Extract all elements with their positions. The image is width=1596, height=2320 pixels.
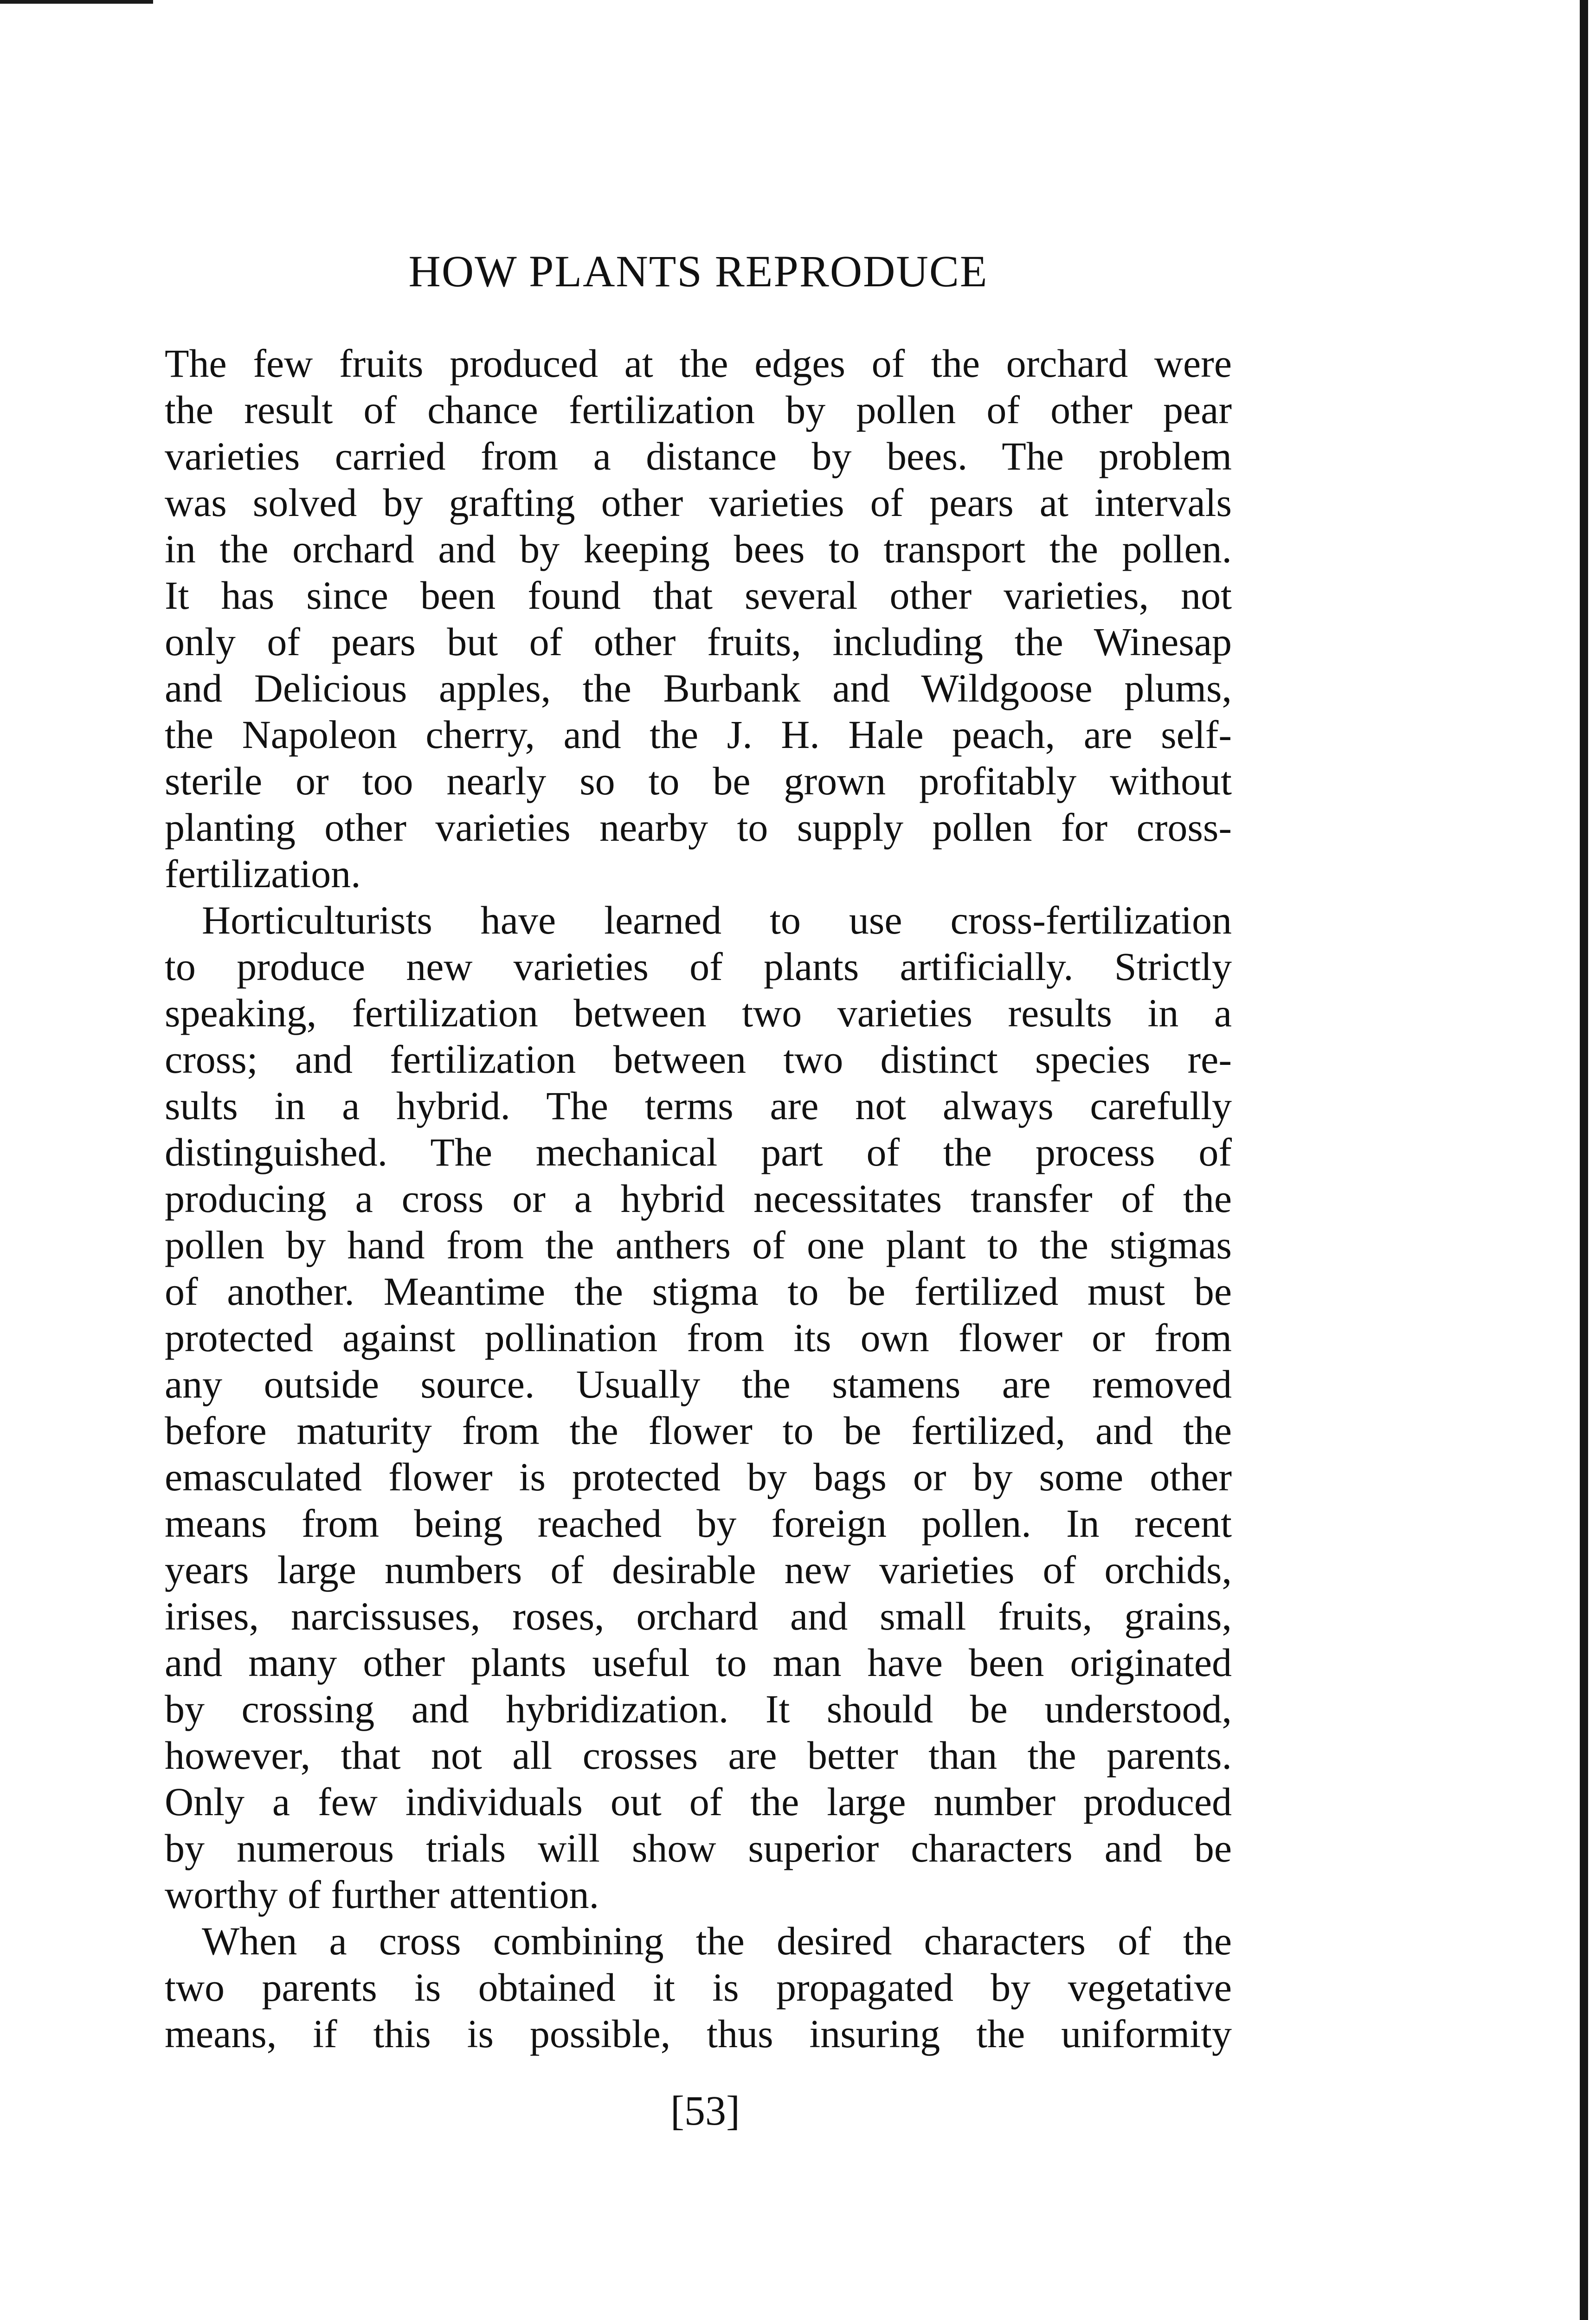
page-edge-shadow (1580, 0, 1588, 2320)
text-line: the result of chance fertilization by pollen of other pear (165, 387, 1232, 432)
text-line: any outside source. Usually the stamens are removed (165, 1362, 1232, 1406)
text-line: worthy of further attention. (165, 1872, 599, 1917)
text-line: of another. Meantime the stigma to be fertilized must be (165, 1269, 1232, 1314)
text-line: means from being reached by foreign pollen. In recent (165, 1501, 1232, 1546)
text-line: means, if this is possible, thus insuring the uniformity (165, 2011, 1232, 2056)
text-line: by numerous trials will show superior characters and be (165, 1826, 1232, 1870)
text-line: speaking, fertilization between two varieties results in a (165, 991, 1232, 1035)
text-line: The few fruits produced at the edges of the orchard were (165, 341, 1232, 386)
page-number: [53] (670, 2088, 740, 2134)
text-line: and many other plants useful to man have been originated (165, 1640, 1232, 1685)
text-line: emasculated flower is protected by bags or by some other (165, 1455, 1232, 1499)
text-line: the Napoleon cherry, and the J. H. Hale peach, are self- (165, 712, 1232, 757)
text-line: irises, narcissuses, roses, orchard and small fruits, grains, (165, 1594, 1232, 1638)
text-line: When a cross combining the desired characters of the (202, 1919, 1232, 1963)
text-line: distinguished. The mechanical part of the process of (165, 1130, 1232, 1174)
text-line: in the orchard and by keeping bees to transport the pollen. (165, 527, 1232, 571)
running-head: HOW PLANTS REPRODUCE (408, 246, 988, 296)
text-line: and Delicious apples, the Burbank and Wildgoose plums, (165, 666, 1232, 710)
text-line: to produce new varieties of plants artificially. Strictly (165, 944, 1232, 989)
text-line: varieties carried from a distance by bees. The problem (165, 434, 1232, 478)
text-line: producing a cross or a hybrid necessitates transfer of the (165, 1176, 1232, 1221)
text-line: however, that not all crosses are better than the parents. (165, 1733, 1232, 1778)
text-line: fertilization. (165, 851, 361, 896)
text-line: two parents is obtained it is propagated by vegetative (165, 1965, 1232, 2010)
text-line: only of pears but of other fruits, including the Winesap (165, 619, 1232, 664)
top-edge-rule (0, 0, 153, 4)
text-line: It has since been found that several other varieties, not (165, 573, 1232, 618)
text-line: protected against pollination from its own flower or from (165, 1315, 1232, 1360)
text-line: pollen by hand from the anthers of one plant to the stigmas (165, 1223, 1232, 1267)
text-line: before maturity from the flower to be fertilized, and the (165, 1408, 1232, 1453)
text-line: Horticulturists have learned to use cross-fertilization (202, 898, 1232, 942)
text-line: years large numbers of desirable new varieties of orchids, (165, 1547, 1232, 1592)
text-line: planting other varieties nearby to supply pollen for cross- (165, 805, 1232, 850)
text-line: was solved by grafting other varieties of pears at intervals (165, 480, 1232, 525)
text-line: Only a few individuals out of the large number produced (165, 1779, 1232, 1824)
text-line: sterile or too nearly so to be grown profitably without (165, 759, 1232, 803)
text-line: by crossing and hybridization. It should be understood, (165, 1687, 1232, 1731)
text-line: sults in a hybrid. The terms are not always carefully (165, 1083, 1232, 1128)
text-line: cross; and fertilization between two distinct species re- (165, 1037, 1232, 1082)
